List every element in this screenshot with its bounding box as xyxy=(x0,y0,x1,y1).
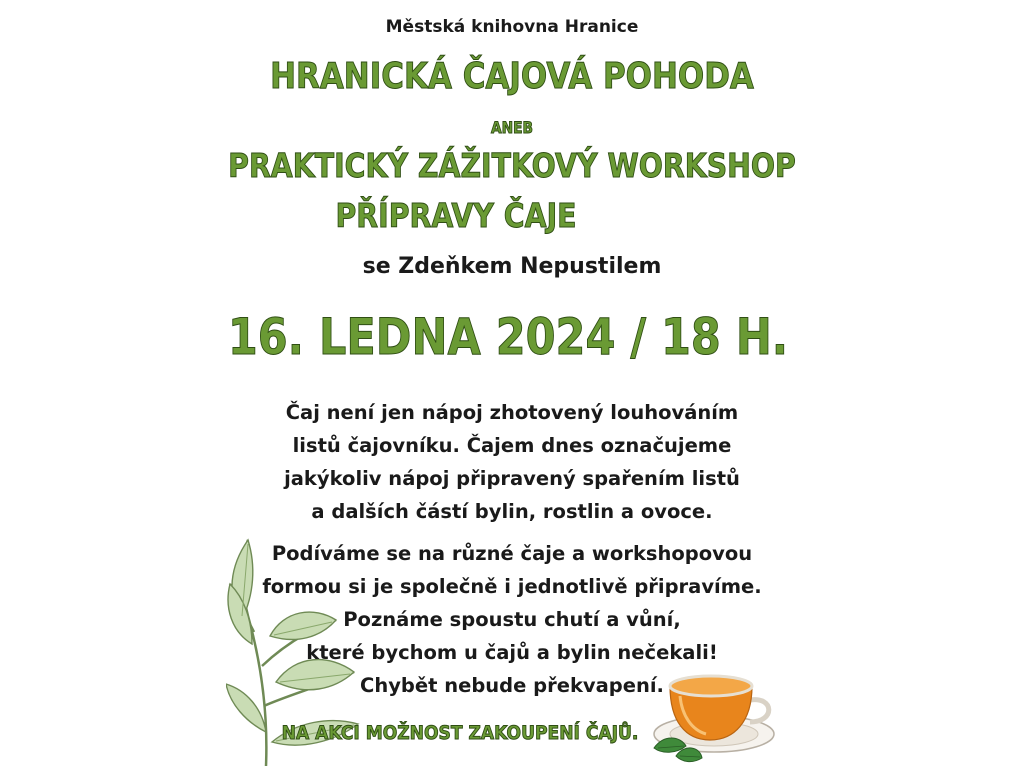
connector-word: ANEB xyxy=(490,118,534,137)
presenter-line: se Zdeňkem Nepustilem xyxy=(362,254,662,279)
event-date-time: 16. LEDNA 2024 / 18 H. xyxy=(227,308,789,366)
paragraph-line: Podíváme se na různé čaje a workshopovou xyxy=(271,542,753,565)
subtitle-line-1: PRAKTICKÝ ZÁŽITKOVÝ WORKSHOP xyxy=(228,146,796,185)
subtitle-line-2: PŘÍPRAVY ČAJE xyxy=(335,196,577,235)
description-paragraph-2 xyxy=(0,537,1024,702)
tea-cup-illustration xyxy=(646,660,780,766)
paragraph-line: Poznáme spoustu chutí a vůní, xyxy=(343,608,681,631)
paragraph-line: a dalších částí bylin, rostlin a ovoce. xyxy=(311,500,713,523)
paragraph-line: listů čajovníku. Čajem dnes označujeme xyxy=(292,434,732,457)
paragraph-line: jakýkoliv nápoj připravený spařením listů xyxy=(284,467,740,490)
paragraph-line: které bychom u čajů a bylin nečekali! xyxy=(306,641,718,664)
organizer-name: Městská knihovna Hranice xyxy=(385,17,639,37)
description-paragraph-1 xyxy=(0,396,1024,528)
event-title: HRANICKÁ ČAJOVÁ POHODA xyxy=(270,56,754,97)
paragraph-line: formou si je společně i jednotlivě připravíme. xyxy=(262,575,762,598)
paragraph-line: Čaj není jen nápoj zhotovený louhováním xyxy=(285,401,739,424)
paragraph-line: Chybět nebude překvapení. xyxy=(360,674,664,697)
footer-note: NA AKCI MOŽNOST ZAKOUPENÍ ČAJŮ. xyxy=(281,722,639,744)
